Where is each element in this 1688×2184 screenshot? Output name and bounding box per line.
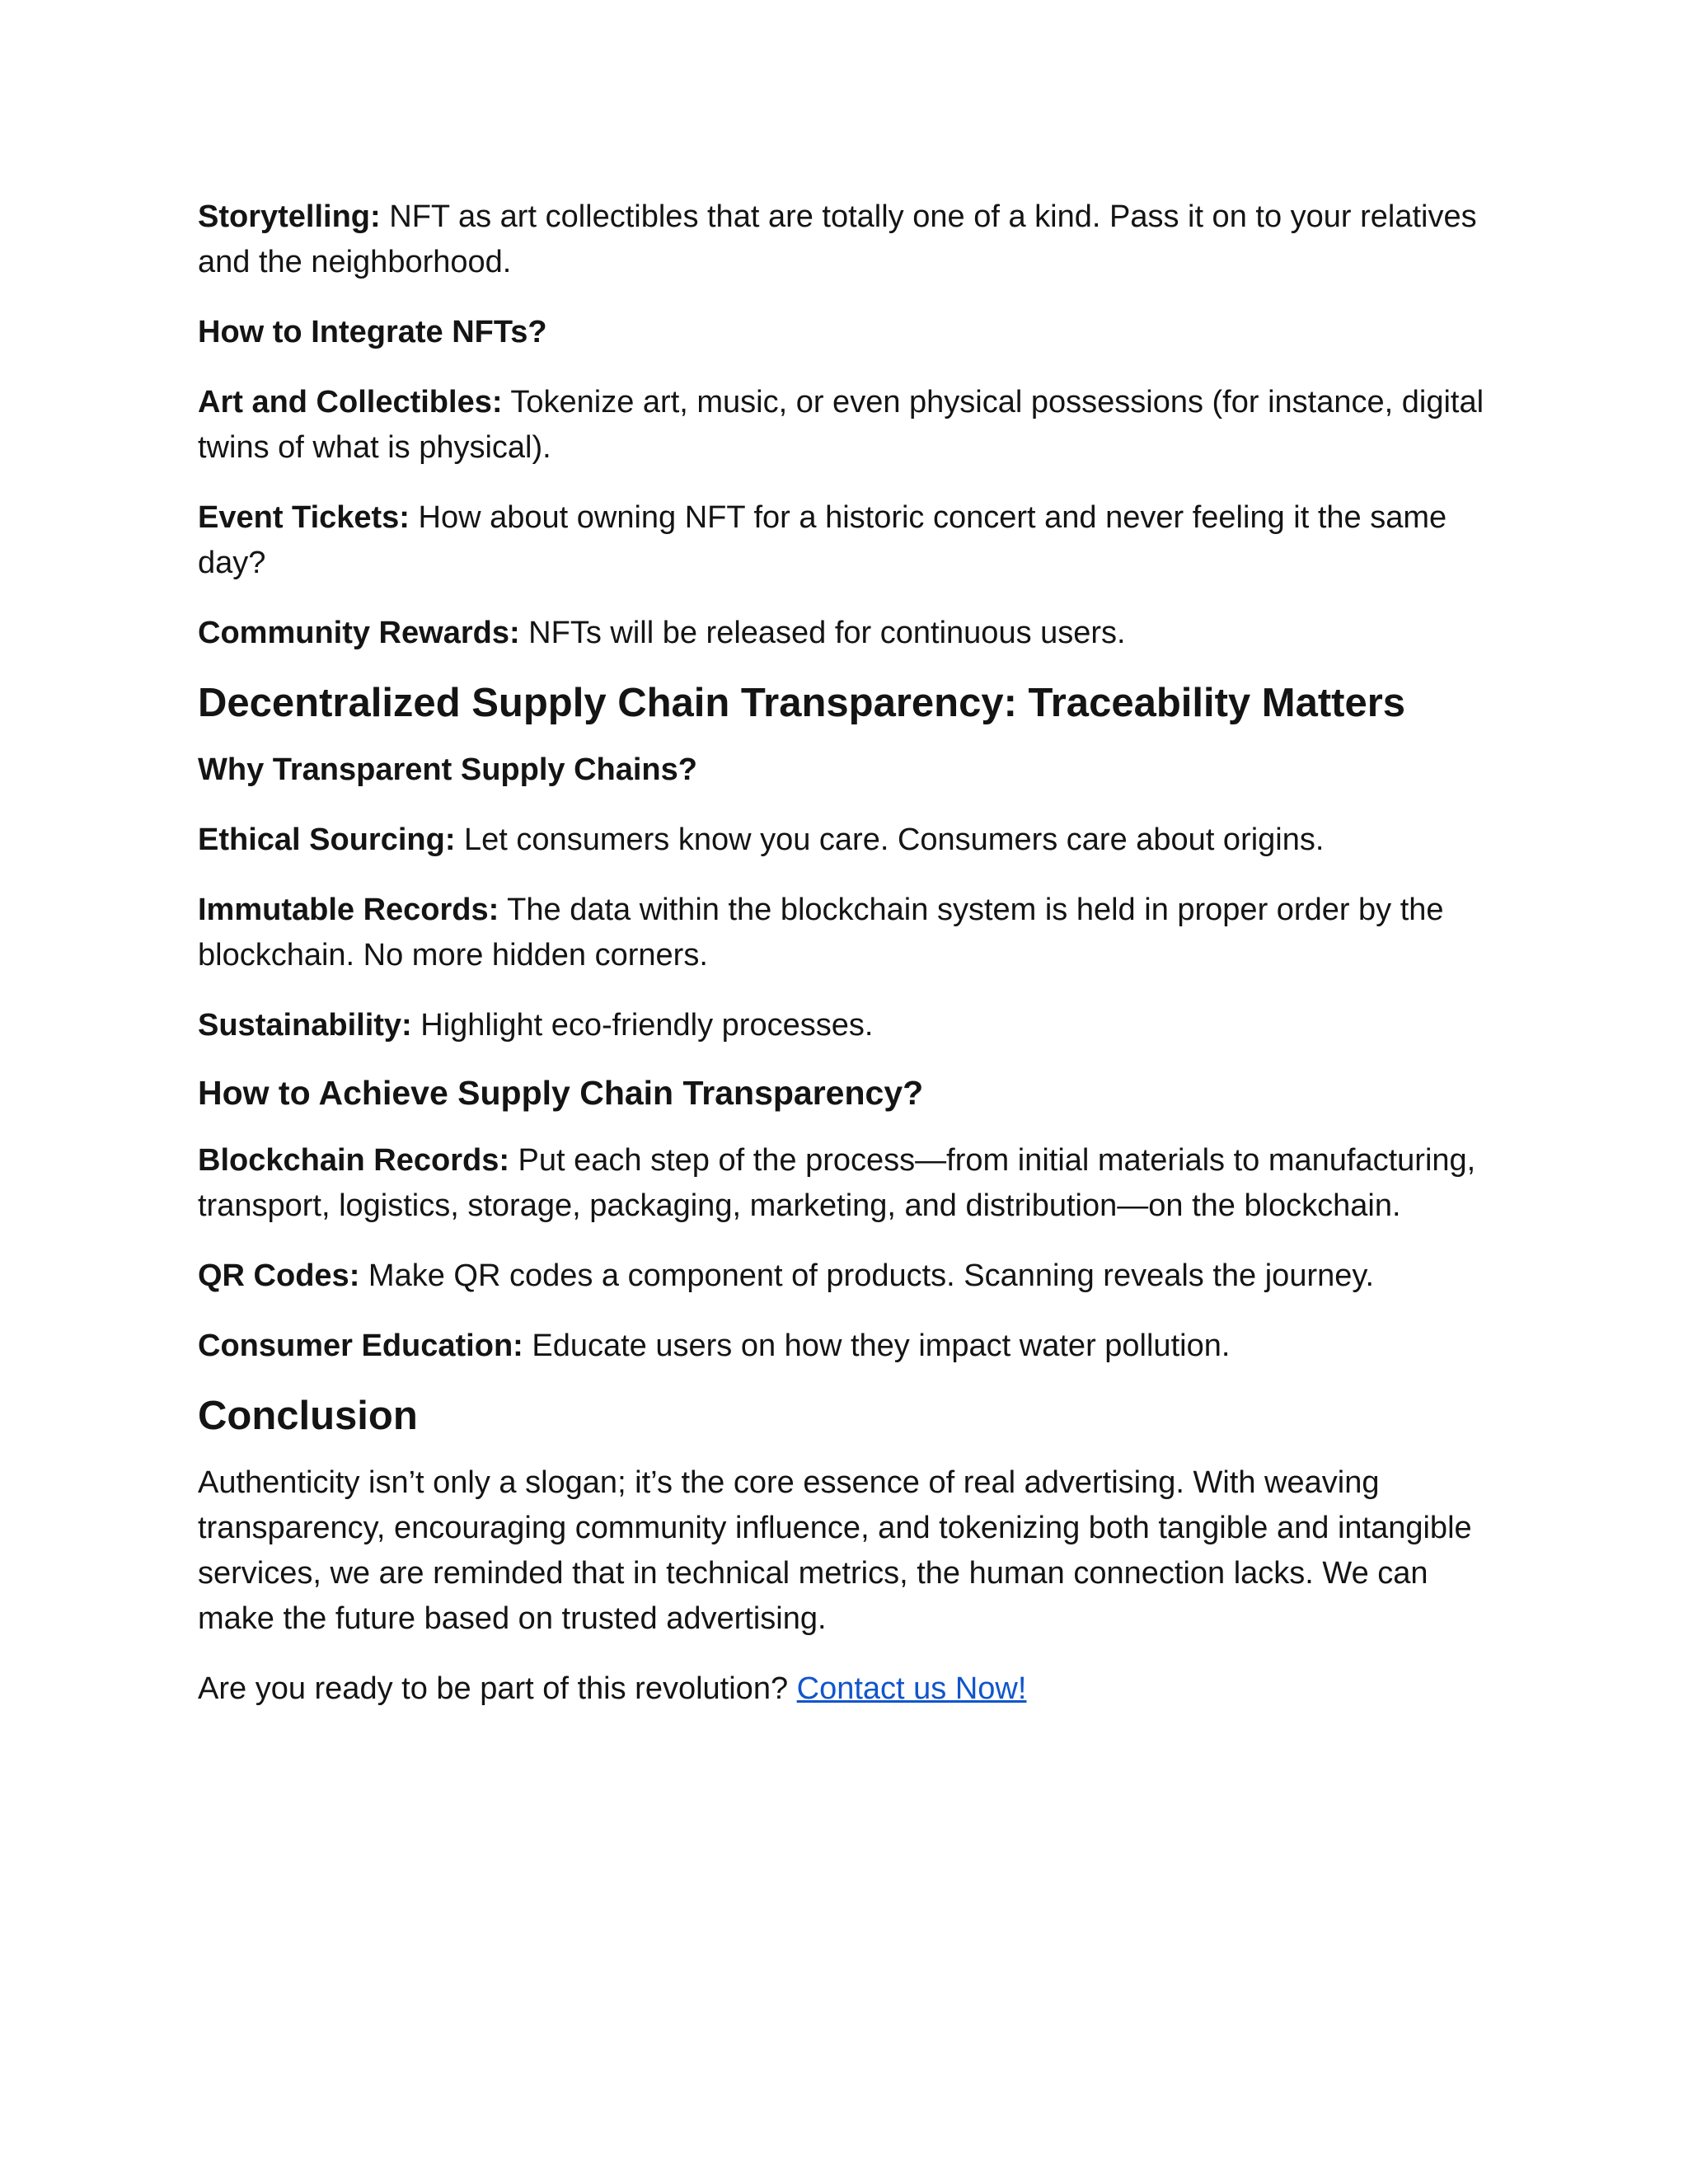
sustainability-text: Highlight eco-friendly processes. [411, 1008, 874, 1043]
art-label: Art and Collectibles: [198, 385, 503, 419]
qr-paragraph [198, 1254, 1500, 1299]
ethical-text: Let consumers know you care. Consumers care about origins. [455, 823, 1325, 857]
ethical-label: Ethical Sourcing: [198, 823, 456, 857]
tickets-label: Event Tickets: [198, 500, 410, 535]
art-paragraph [198, 380, 1500, 471]
education-label: Consumer Education: [198, 1329, 523, 1363]
achieve-transparency-heading: How to Achieve Supply Chain Transparency? [198, 1074, 924, 1112]
tickets-paragraph [198, 495, 1500, 586]
tickets-text: How about owning NFT for a historic concert and never feeling it the same day? [198, 500, 1447, 580]
rewards-label: Community Rewards: [198, 616, 520, 650]
cta-paragraph [198, 1666, 1500, 1712]
conclusion-heading: Conclusion [198, 1394, 418, 1438]
qr-label: QR Codes: [198, 1258, 360, 1293]
art-text: Tokenize art, music, or even physical possessions (for instance, digital twins of what is physical). [198, 385, 1484, 465]
education-paragraph [198, 1324, 1500, 1369]
rewards-text: NFTs will be released for continuous users. [519, 616, 1126, 650]
sustainability-paragraph [198, 1003, 1500, 1048]
blockchain-records-paragraph [198, 1138, 1500, 1229]
storytelling-text: NFT as art collectibles that are totally one of a kind. Pass it on to your relatives and the neighborhood. [198, 199, 1477, 279]
contact-us-link[interactable]: Contact us Now! [796, 1671, 1027, 1706]
blockchain-records-label: Blockchain Records: [198, 1143, 509, 1178]
document-page [198, 194, 1500, 1712]
storytelling-paragraph [198, 194, 1500, 285]
blockchain-records-text: Put each step of the process—from initial materials to manufacturing, transport, logistics, storage, packaging, marketing, and distribution—on the blockchain. [198, 1143, 1476, 1223]
cta-text: Are you ready to be part of this revolution? [198, 1671, 797, 1706]
education-text: Educate users on how they impact water pollution. [523, 1329, 1231, 1363]
why-transparent-heading: Why Transparent Supply Chains? [198, 752, 697, 787]
rewards-paragraph [198, 611, 1500, 656]
nft-integration-heading: How to Integrate NFTs? [198, 315, 547, 349]
conclusion-paragraph: Authenticity isn’t only a slogan; it’s the core essence of real advertising. With weaving transparency, encouraging community influence, and tokenizing both tangible and intangible services, we are reminded that in technical metrics, the human connection lacks. We can make the future based on trusted advertising. [198, 1465, 1472, 1636]
immutable-label: Immutable Records: [198, 893, 499, 927]
storytelling-label: Storytelling: [198, 199, 381, 234]
immutable-text: The data within the blockchain system is held in proper order by the blockchain. No more hidden corners. [198, 893, 1444, 972]
immutable-paragraph [198, 888, 1500, 978]
supply-chain-heading: Decentralized Supply Chain Transparency: Traceability Matters [198, 681, 1406, 725]
ethical-paragraph [198, 818, 1500, 863]
qr-text: Make QR codes a component of products. Scanning reveals the journey. [359, 1258, 1375, 1293]
sustainability-label: Sustainability: [198, 1008, 412, 1043]
